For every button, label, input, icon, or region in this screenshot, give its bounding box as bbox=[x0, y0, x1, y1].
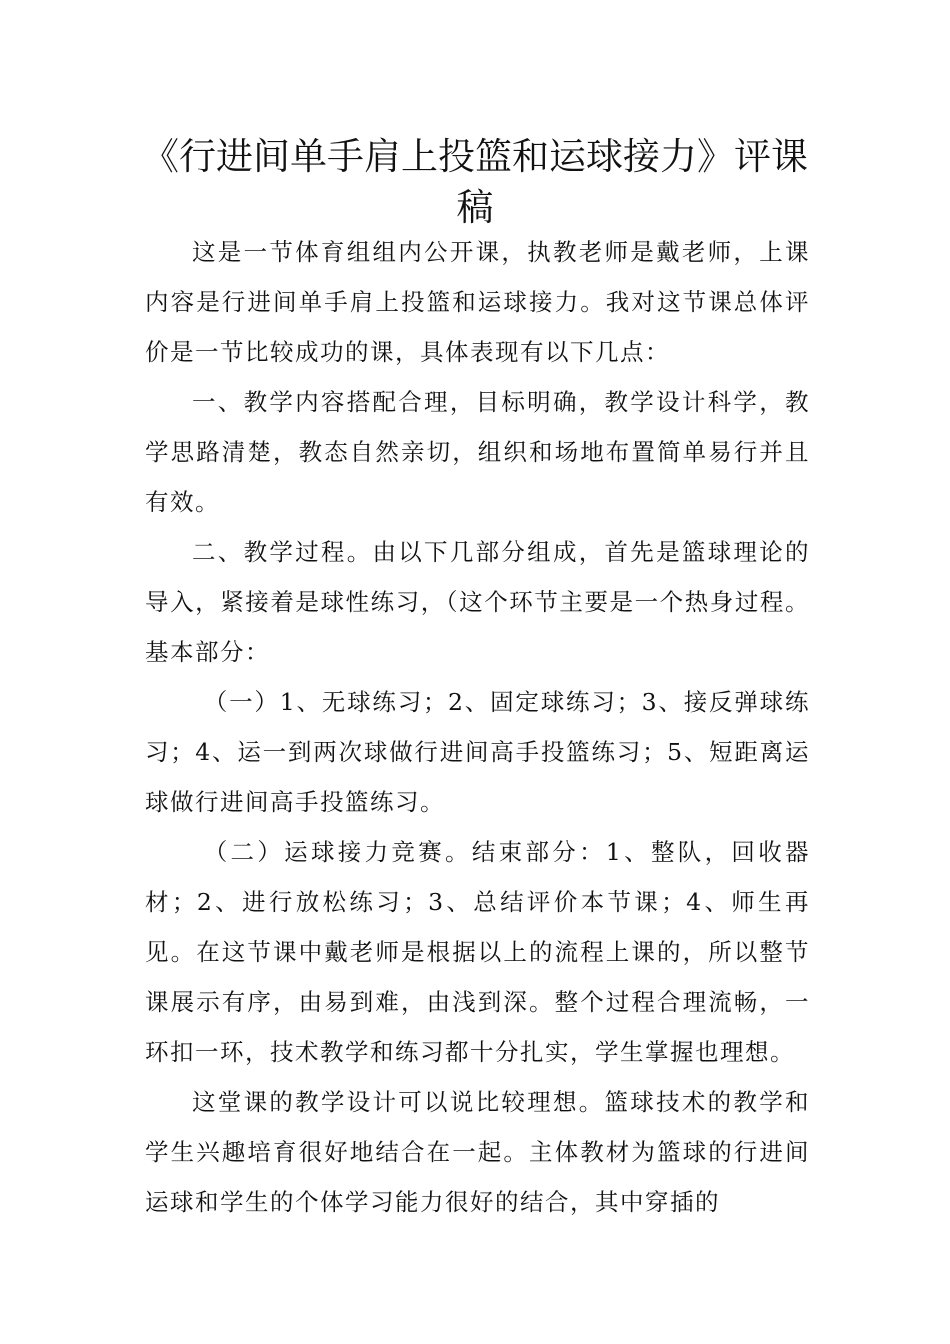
document-body bbox=[145, 227, 810, 1227]
paragraph-point-one: 一、教学内容搭配合理，目标明确，教学设计科学，教学思路清楚，教态自然亲切，组织和场地布置简单易行并且有效。 bbox=[145, 388, 810, 516]
document-title-line-1: 《行进间单手肩上投篮和运球接力》评课 bbox=[142, 135, 808, 178]
paragraph-intro: 这是一节体育组组内公开课，执教老师是戴老师，上课内容是行进间单手肩上投篮和运球接力。我对这节课总体评价是一节比较成功的课，具体表现有以下几点： bbox=[145, 238, 810, 366]
document-title-line-2: 稿 bbox=[456, 186, 494, 229]
paragraph-point-two: 二、教学过程。由以下几部分组成，首先是篮球理论的导入，紧接着是球性练习，（这个环节主要是一个热身过程。基本部分： bbox=[145, 538, 810, 666]
paragraph-part-one: （一）1、无球练习；2、固定球练习；3、接反弹球练习；4、运一到两次球做行进间高手投篮练习；5、短距离运球做行进间高手投篮练习。 bbox=[145, 688, 810, 816]
paragraph-design: 这堂课的教学设计可以说比较理想。篮球技术的教学和学生兴趣培育很好地结合在一起。主体教材为篮球的行进间运球和学生的个体学习能力很好的结合，其中穿插的 bbox=[145, 1088, 810, 1216]
paragraph-part-two: （二）运球接力竞赛。结束部分：1、整队，回收器材；2、进行放松练习；3、总结评价本节课；4、师生再见。在这节课中戴老师是根据以上的流程上课的，所以整节课展示有序，由易到难，由浅到深。整个过程合理流畅，一环扣一环，技术教学和练习都十分扎实，学生掌握也理想。 bbox=[145, 838, 810, 1066]
